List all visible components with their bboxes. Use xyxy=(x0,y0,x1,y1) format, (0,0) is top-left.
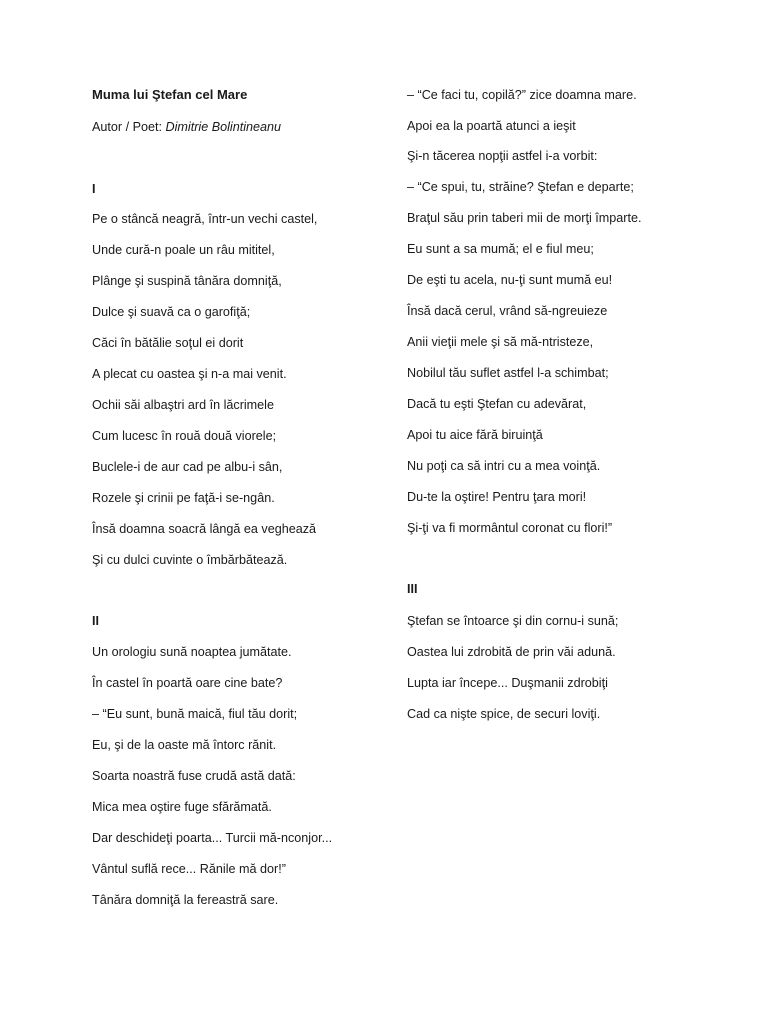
verse-line: Nobilul tău suflet astfel l-a schimbat; xyxy=(407,366,609,380)
verse-line: Şi-n tăcerea nopţii astfel i-a vorbit: xyxy=(407,149,598,163)
verse-line: Însă dacă cerul, vrând să-ngreuieze xyxy=(407,304,608,318)
verse-line: Un orologiu sună noaptea jumătate. xyxy=(92,645,292,659)
verse-line: Dacă tu eşti Ştefan cu adevărat, xyxy=(407,397,587,411)
verse-line: Eu sunt a sa mumă; el e fiul meu; xyxy=(407,242,594,256)
verse-line: De eşti tu acela, nu-ţi sunt mumă eu! xyxy=(407,273,613,287)
verse-line: Plânge şi suspină tânăra domniţă, xyxy=(92,274,282,288)
verse-line: A plecat cu oastea şi n-a mai venit. xyxy=(92,367,287,381)
verse-line: Rozele şi crinii pe faţă-i se-ngân. xyxy=(92,491,275,505)
verse-line: Nu poţi ca să intri cu a mea voinţă. xyxy=(407,459,601,473)
verse-line: Ochii săi albaştri ard în lăcrimele xyxy=(92,398,274,412)
verse-line: Apoi ea la poartă atunci a ieşit xyxy=(407,119,576,133)
verse-line: Oastea lui zdrobită de prin văi adună. xyxy=(407,645,616,659)
verse-line: Şi cu dulci cuvinte o îmbărbătează. xyxy=(92,553,288,567)
verse-line: Tânăra domniţă la fereastră sare. xyxy=(92,893,279,907)
author-name: Dimitrie Bolintineanu xyxy=(165,120,282,134)
section-heading-3: III xyxy=(407,582,418,596)
verse-line: – “Ce spui, tu, străine? Ştefan e departe; xyxy=(407,180,634,194)
section-heading-1: I xyxy=(92,182,96,196)
verse-line: Mica mea oştire fuge sfărămată. xyxy=(92,800,272,814)
author-line xyxy=(92,119,281,135)
section-heading-2: II xyxy=(92,614,99,628)
verse-line: Însă doamna soacră lângă ea veghează xyxy=(92,522,317,536)
verse-line: Lupta iar începe... Duşmanii zdrobiţi xyxy=(407,676,608,690)
author-label: Autor / Poet: xyxy=(92,120,166,134)
verse-line: Cad ca nişte spice, de securi loviţi. xyxy=(407,707,601,721)
verse-line: Anii vieţii mele şi să mă-ntristeze, xyxy=(407,335,594,349)
verse-line: Unde cură-n poale un râu mititel, xyxy=(92,243,275,257)
verse-line: Du-te la oştire! Pentru ţara mori! xyxy=(407,490,587,504)
verse-line: Cum lucesc în rouă două viorele; xyxy=(92,429,277,443)
verse-line: Ştefan se întoarce şi din cornu-i sună; xyxy=(407,614,619,628)
verse-line: – “Ce faci tu, copilă?” zice doamna mare. xyxy=(407,88,637,102)
verse-line: Soarta noastră fuse crudă astă dată: xyxy=(92,769,296,783)
verse-line: Şi-ţi va fi mormântul coronat cu flori!” xyxy=(407,521,613,535)
verse-line: Buclele-i de aur cad pe albu-i sân, xyxy=(92,460,283,474)
verse-line: Eu, şi de la oaste mă întorc rănit. xyxy=(92,738,277,752)
verse-line: Braţul său prin taberi mii de morţi împarte. xyxy=(407,211,642,225)
verse-line: În castel în poartă oare cine bate? xyxy=(92,676,283,690)
verse-line: Dulce şi suavă ca o garofiţă; xyxy=(92,305,251,319)
verse-line: Dar deschideţi poarta... Turcii mă-nconjor... xyxy=(92,831,333,845)
verse-line: Pe o stâncă neagră, într-un vechi castel, xyxy=(92,212,318,226)
verse-line: Căci în bătălie soţul ei dorit xyxy=(92,336,244,350)
poem-title: Muma lui Ştefan cel Mare xyxy=(92,87,248,102)
verse-line: – “Eu sunt, bună maică, fiul tău dorit; xyxy=(92,707,298,721)
verse-line: Apoi tu aice fără biruinţă xyxy=(407,428,543,442)
verse-line: Vântul suflă rece... Rănile mă dor!” xyxy=(92,862,286,876)
